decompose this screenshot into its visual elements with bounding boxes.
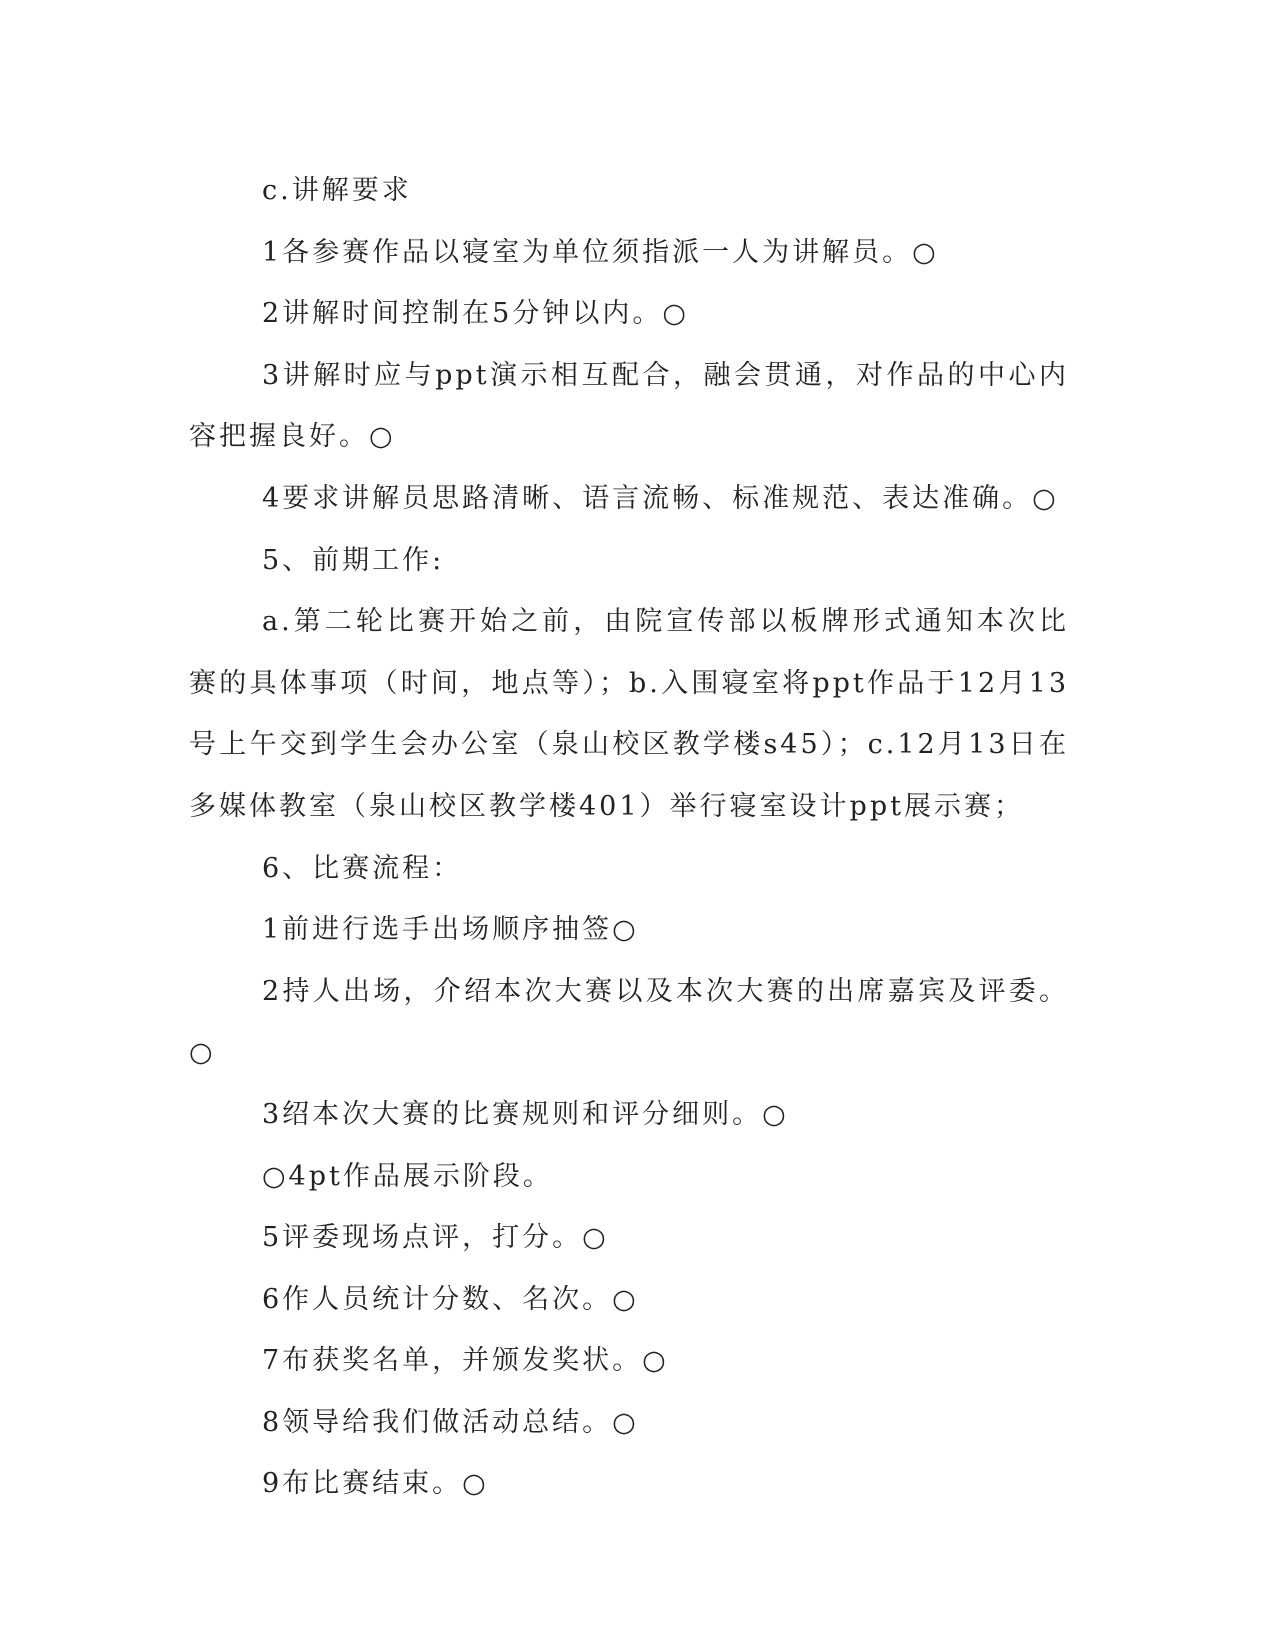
paragraph-item: 1前进行选手出场顺序抽签○ — [262, 914, 639, 946]
paragraph-item: 2持人出场，介绍本次大赛以及本次大赛的出席嘉宾及评委。○ — [189, 975, 1069, 1069]
section-heading-preparation: 5、前期工作: — [262, 544, 445, 576]
paragraph-item: 4要求讲解员思路清晰、语言流畅、标准规范、表达准确。○ — [262, 482, 1059, 514]
section-heading-explanation-requirements: c.讲解要求 — [262, 175, 412, 206]
paragraph-item: a.第二轮比赛开始之前，由院宣传部以板牌形式通知本次比赛的具体事项（时间，地点等）；b.入围寝室将ppt作品于12月13号上午交到学生会办公室（泉山校区教学楼s45）；c.12月13日在多媒体教室（泉山校区教学楼401）举行寝室设计ppt展示赛； — [189, 606, 1069, 822]
paragraph-item: 9布比赛结束。○ — [262, 1468, 489, 1500]
paragraph-item: 3绍本次大赛的比赛规则和评分细则。○ — [262, 1098, 789, 1130]
paragraph-item: 3讲解时应与ppt演示相互配合，融会贯通，对作品的中心内容把握良好。○ — [189, 359, 1069, 453]
paragraph-item: 7布获奖名单，并颁发奖状。○ — [262, 1345, 669, 1377]
paragraph-item: 5评委现场点评，打分。○ — [262, 1222, 609, 1254]
document-body — [189, 160, 1069, 1515]
section-heading-competition-process: 6、比赛流程： — [262, 852, 463, 884]
paragraph-item: 2讲解时间控制在5分钟以内。○ — [262, 298, 689, 330]
paragraph-item: 6作人员统计分数、名次。○ — [262, 1283, 639, 1315]
paragraph-item: ○4pt作品展示阶段。 — [262, 1160, 553, 1192]
paragraph-item: 1各参赛作品以寝室为单位须指派一人为讲解员。○ — [262, 236, 939, 268]
paragraph-item: 8领导给我们做活动总结。○ — [262, 1406, 639, 1438]
